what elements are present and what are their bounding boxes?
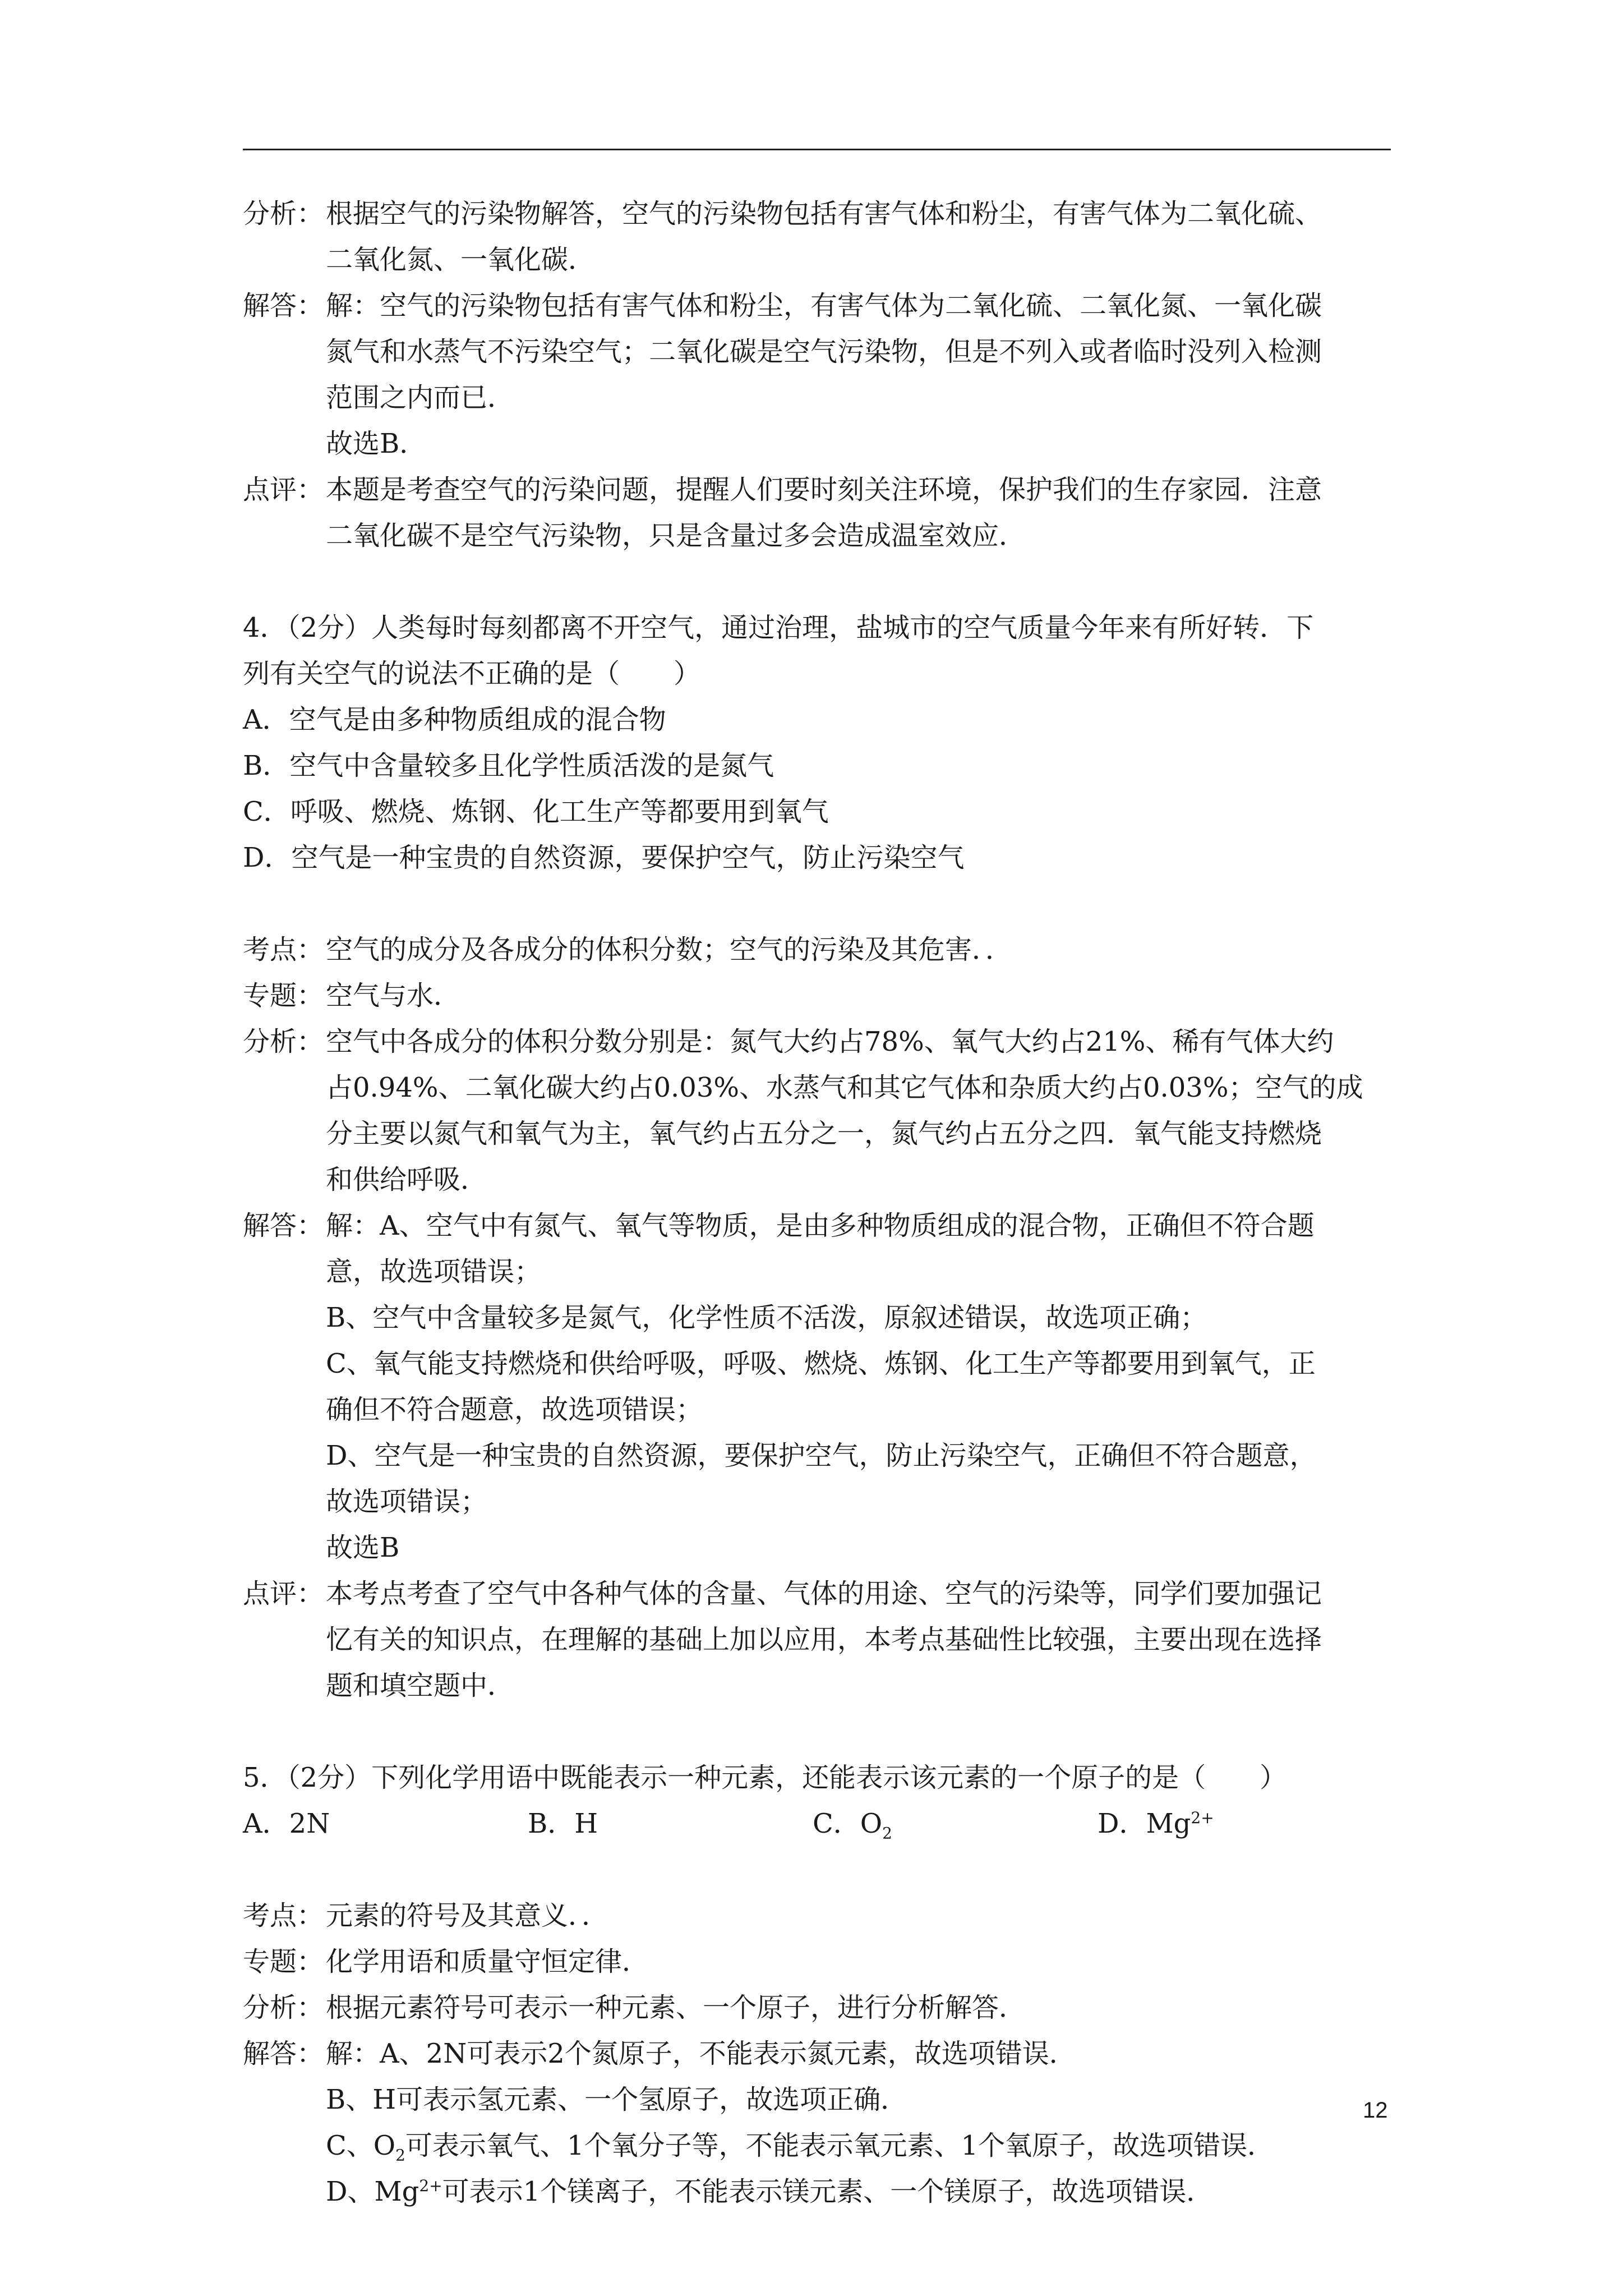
answer-text: C、O: [326, 2130, 396, 2161]
q4-stem-line: 列有关空气的说法不正确的是（ ）: [243, 658, 701, 689]
answer-line: B、H可表示氢元素、一个氢原子，故选项正确．: [326, 2084, 908, 2115]
comment-line: 忆有关的知识点，在理解的基础上加以应用，本考点基础性比较强，主要出现在选择: [326, 1624, 1322, 1655]
page-content: [243, 191, 1398, 2215]
answer-line: 意，故选项错误；: [326, 1256, 542, 1287]
answer-line: 解：A、空气中有氮气、氧气等物质，是由多种物质组成的混合物，正确但不符合题: [326, 1210, 1315, 1241]
analysis-line: 根据空气的污染物解答，空气的污染物包括有害气体和粉尘，有害气体为二氧化硫、: [326, 198, 1322, 229]
q4-option-a: A．空气是由多种物质组成的混合物: [243, 704, 666, 735]
analysis-line: 空气中各成分的体积分数分别是：氮气大约占78%、氧气大约占21%、稀有气体大约: [326, 1026, 1334, 1057]
q4-comment: [243, 1571, 1398, 1709]
comment-line: 本考点考查了空气中各种气体的含量、气体的用途、空气的污染等，同学们要加强记: [326, 1578, 1322, 1609]
kaodian-label: 考点：: [243, 1900, 324, 1931]
answer-label: 解答：: [243, 1210, 324, 1241]
answer-text: 可表示1个镁离子，不能表示镁元素、一个镁原子，故选项错误．: [442, 2176, 1214, 2207]
answer-line: 解：A、2N可表示2个氮原子，不能表示氮元素，故选项错误．: [326, 2038, 1076, 2069]
analysis-line: 分主要以氮气和氧气为主，氧气约占五分之一，氮气约占五分之四．氧气能支持燃烧: [326, 1118, 1322, 1149]
answer-line: [326, 2169, 1398, 2215]
answer-line: 确但不符合题意，故选项错误；: [326, 1394, 703, 1425]
analysis-line: 占0.94%、二氧化碳大约占0.03%、水蒸气和其它气体和杂质大约占0.03%；空气的成: [326, 1072, 1363, 1103]
analysis-line: 二氧化氮、一氧化碳．: [326, 244, 596, 275]
answer-text: 可表示氧气、1个氧分子等，不能表示氧元素、1个氧原子，故选项错误．: [405, 2130, 1275, 2161]
comment-line: 题和填空题中．: [326, 1670, 515, 1701]
q5-zhuanti: [243, 1939, 1398, 1985]
answer-line: 故选B．: [326, 428, 427, 459]
q5-option-c-text: C．O: [813, 1808, 883, 1839]
q5-kaodian: [243, 1893, 1398, 1939]
analysis-text: 根据元素符号可表示一种元素、一个原子，进行分析解答．: [326, 1992, 1026, 2023]
analysis-line: 和供给呼吸．: [326, 1164, 488, 1195]
q5-option-a: A．2N: [243, 1808, 330, 1839]
zhuanti-text: 空气与水．: [326, 980, 461, 1011]
q4-option-d: D．空气是一种宝贵的自然资源，要保护空气，防止污染空气: [243, 842, 965, 873]
q5-analysis: [243, 1985, 1398, 2031]
subscript: 2: [882, 1824, 892, 1843]
analysis-label: 分析：: [243, 1026, 324, 1057]
zhuanti-text: 化学用语和质量守恒定律．: [326, 1946, 649, 1977]
q4-stem-line: 4．（2分）人类每时每刻都离不开空气，通过治理，盐城市的空气质量今年来有所好转．下: [243, 612, 1314, 643]
answer-line: D、空气是一种宝贵的自然资源，要保护空气，防止污染空气，正确但不符合题意，: [326, 1440, 1317, 1471]
superscript: 2+: [419, 2177, 442, 2195]
q5-option-b: B．H: [528, 1808, 598, 1839]
answer-text: D、Mg: [326, 2176, 419, 2207]
answer-line: B、空气中含量较多是氮气，化学性质不活泼，原叙述错误，故选项正确；: [326, 1302, 1207, 1333]
answer-label: 解答：: [243, 290, 324, 321]
zhuanti-label: 专题：: [243, 980, 324, 1011]
q5-stem: 5．（2分）下列化学用语中既能表示一种元素，还能表示该元素的一个原子的是（ ）: [243, 1762, 1287, 1793]
comment-label: 点评：: [243, 474, 324, 505]
q5-option-d: [1098, 1801, 1382, 1847]
subscript: 2: [395, 2146, 405, 2165]
answer-line: 解：空气的污染物包括有害气体和粉尘，有害气体为二氧化硫、二氧化氮、一氧化碳: [326, 290, 1322, 321]
answer-line: 故选B: [326, 1532, 400, 1563]
superscript: 2+: [1191, 1809, 1214, 1827]
q4-zhuanti: [243, 973, 1398, 1019]
q4-kaodian: [243, 927, 1398, 973]
header-rule: [243, 149, 1391, 150]
answer-line: 范围之内而已．: [326, 382, 515, 413]
q5-option-c: [813, 1801, 1098, 1847]
answer-line: C、氧气能支持燃烧和供给呼吸，呼吸、燃烧、炼钢、化工生产等都要用到氧气，正: [326, 1348, 1316, 1379]
kaodian-text: 元素的符号及其意义．．: [326, 1900, 609, 1931]
q5-options: [243, 1801, 1398, 1847]
q3-answer: [243, 283, 1398, 467]
q4-option-c: C．呼吸、燃烧、炼钢、化工生产等都要用到氧气: [243, 796, 829, 827]
answer-label: 解答：: [243, 2038, 324, 2069]
q5-option-d-text: D．Mg: [1098, 1808, 1191, 1839]
comment-label: 点评：: [243, 1578, 324, 1609]
kaodian-text: 空气的成分及各成分的体积分数；空气的污染及其危害．．: [326, 934, 1013, 965]
q3-comment: [243, 467, 1398, 559]
page-number: 12: [1363, 2098, 1388, 2123]
zhuanti-label: 专题：: [243, 1946, 324, 1977]
answer-line: [326, 2123, 1398, 2169]
comment-line: 本题是考查空气的污染问题，提醒人们要时刻关注环境，保护我们的生存家园．注意: [326, 474, 1322, 505]
q4-option-b: B．空气中含量较多且化学性质活泼的是氮气: [243, 750, 774, 781]
q4-answer: [243, 1203, 1398, 1571]
answer-line: 氮气和水蒸气不污染空气；二氧化碳是空气污染物，但是不列入或者临时没列入检测: [326, 336, 1322, 367]
answer-line: 故选项错误；: [326, 1486, 488, 1517]
analysis-label: 分析：: [243, 1992, 324, 2023]
comment-line: 二氧化碳不是空气污染物，只是含量过多会造成温室效应．: [326, 520, 1026, 551]
q3-analysis: [243, 191, 1398, 283]
analysis-label: 分析：: [243, 198, 324, 229]
q4-analysis: [243, 1019, 1398, 1203]
q5-answer: [243, 2031, 1398, 2215]
kaodian-label: 考点：: [243, 934, 324, 965]
